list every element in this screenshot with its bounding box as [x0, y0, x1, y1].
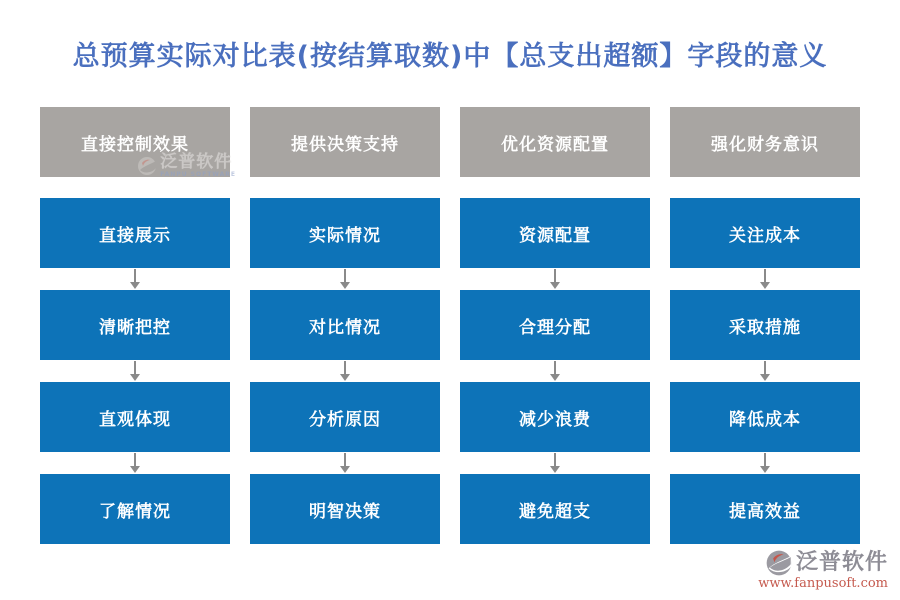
column-header: 提供决策支持 — [250, 107, 440, 177]
footer-url: www.fanpusoft.com — [758, 576, 888, 592]
step-box: 合理分配 — [460, 290, 650, 360]
down-arrow-icon — [40, 452, 230, 474]
down-arrow-icon — [250, 360, 440, 382]
step-box: 采取措施 — [670, 290, 860, 360]
down-arrow-icon — [460, 268, 650, 290]
step-box: 直接展示 — [40, 198, 230, 268]
column-header: 优化资源配置 — [460, 107, 650, 177]
fanpu-logo-icon — [766, 550, 792, 576]
down-arrow-icon — [670, 268, 860, 290]
step-box: 了解情况 — [40, 474, 230, 544]
fanpu-watermark — [137, 151, 236, 179]
step-box: 清晰把控 — [40, 290, 230, 360]
column-resource-optimization — [460, 107, 650, 544]
step-box: 避免超支 — [460, 474, 650, 544]
column-header-label: 直接控制效果 — [81, 134, 189, 155]
column-financial-awareness — [670, 107, 860, 544]
column-direct-control — [40, 107, 236, 544]
step-box: 明智决策 — [250, 474, 440, 544]
step-box: 分析原因 — [250, 382, 440, 452]
fanpu-logo-icon — [137, 156, 157, 176]
down-arrow-icon — [250, 268, 440, 290]
step-box: 对比情况 — [250, 290, 440, 360]
watermark-brand: 泛普软件 — [160, 151, 233, 172]
down-arrow-icon — [670, 360, 860, 382]
column-decision-support — [250, 107, 440, 544]
page-title: 总预算实际对比表(按结算取数)中【总支出超额】字段的意义 — [72, 41, 828, 72]
down-arrow-icon — [250, 452, 440, 474]
flow-diagram — [40, 107, 860, 544]
step-box: 减少浪费 — [460, 382, 650, 452]
down-arrow-icon — [670, 452, 860, 474]
step-box: 关注成本 — [670, 198, 860, 268]
step-box: 降低成本 — [670, 382, 860, 452]
down-arrow-icon — [460, 452, 650, 474]
column-header: 强化财务意识 — [670, 107, 860, 177]
step-box: 提高效益 — [670, 474, 860, 544]
step-box: 资源配置 — [460, 198, 650, 268]
step-box: 直观体现 — [40, 382, 230, 452]
down-arrow-icon — [40, 360, 230, 382]
step-box: 实际情况 — [250, 198, 440, 268]
footer-brand-name: 泛普软件 — [795, 550, 888, 576]
column-header — [40, 107, 236, 178]
down-arrow-icon — [40, 268, 230, 290]
watermark-brand-en: FANPU SOFTWARE — [160, 170, 236, 178]
footer-brand — [758, 550, 888, 592]
down-arrow-icon — [460, 360, 650, 382]
